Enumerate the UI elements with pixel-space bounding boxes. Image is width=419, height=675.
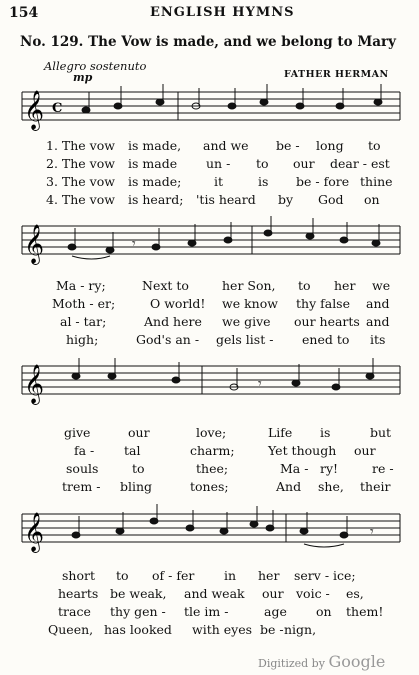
lyric-syllable: our [293, 156, 315, 171]
lyric-syllable: we give [222, 314, 271, 329]
lyric-syllable: souls [66, 461, 99, 476]
dynamic-marking: mp [73, 71, 93, 84]
lyric-syllable: 'tis heard [196, 192, 256, 207]
lyric-syllable: voic - [296, 586, 330, 601]
music-staff-1 [0, 78, 419, 138]
lyric-syllable: on [316, 604, 332, 619]
lyric-syllable: serv - ice; [294, 568, 356, 583]
lyric-syllable: with eyes [192, 622, 253, 637]
lyric-syllable: our [128, 425, 150, 440]
lyric-syllable: she, [318, 479, 344, 494]
lyric-syllable: it [214, 174, 224, 189]
lyric-syllable: has looked [104, 622, 172, 637]
lyric-syllable: of - fer [152, 568, 195, 583]
svg-text:𝄞: 𝄞 [24, 364, 45, 404]
lyric-syllable: short [62, 568, 95, 583]
music-staff-3 [0, 352, 419, 412]
music-staff-4 [0, 500, 419, 560]
lyric-syllable: ry! [320, 461, 339, 476]
lyric-syllable: bling [120, 479, 153, 494]
lyric-syllable: Next to [142, 278, 189, 293]
lyric-syllable: 2. The vow [46, 156, 115, 171]
svg-text:𝄞: 𝄞 [24, 90, 45, 130]
lyric-syllable: ened to [302, 332, 350, 347]
lyric-syllable: trem - [62, 479, 101, 494]
lyric-syllable: high; [66, 332, 99, 347]
lyric-syllable: tones; [190, 479, 229, 494]
verse-block-3 [0, 425, 419, 497]
lyric-syllable: dear - est [330, 156, 390, 171]
lyric-syllable: 3. The vow [46, 174, 115, 189]
lyric-syllable: our [262, 586, 284, 601]
lyric-syllable: Moth - er; [52, 296, 116, 311]
lyric-syllable: to [368, 138, 381, 153]
lyric-syllable: be - [276, 138, 300, 153]
svg-text:𝄞: 𝄞 [24, 512, 45, 552]
music-staff-2 [0, 212, 419, 272]
lyric-syllable: un - [206, 156, 231, 171]
lyric-syllable: al - tar; [60, 314, 107, 329]
lyric-syllable: to [132, 461, 145, 476]
verse-block-4 [0, 568, 419, 640]
lyric-syllable: nign, [284, 622, 317, 637]
lyric-syllable: give [64, 425, 91, 440]
lyric-syllable: Ma - ry; [56, 278, 106, 293]
lyric-syllable: its [370, 332, 386, 347]
lyric-syllable: our [354, 443, 376, 458]
lyric-syllable: gels list - [216, 332, 274, 347]
lyric-syllable: be - fore [296, 174, 350, 189]
composer-credit: FATHER HERMAN [284, 69, 389, 80]
lyric-syllable: es, [346, 586, 364, 601]
lyric-syllable: Yet though [268, 443, 337, 458]
lyric-syllable: her Son, [222, 278, 276, 293]
lyric-syllable: Queen, [48, 622, 94, 637]
lyric-syllable: hearts [58, 586, 99, 601]
lyric-syllable: 1. The vow [46, 138, 115, 153]
lyric-syllable: by [278, 192, 294, 207]
digitization-watermark [258, 652, 385, 671]
lyric-syllable: her [334, 278, 356, 293]
lyric-syllable: re - [372, 461, 394, 476]
lyric-syllable: be weak, [110, 586, 167, 601]
lyric-syllable: her [258, 568, 280, 583]
lyric-syllable: thy gen - [110, 604, 166, 619]
lyric-syllable: O world! [150, 296, 206, 311]
svg-text:𝄾: 𝄾 [258, 376, 262, 392]
lyric-syllable: we [372, 278, 391, 293]
svg-text:C: C [52, 101, 63, 116]
verse-block-2 [0, 278, 419, 350]
lyric-syllable: tle im - [184, 604, 229, 619]
lyric-syllable: age [264, 604, 287, 619]
lyric-syllable: God [318, 192, 344, 207]
lyric-syllable: is heard; [128, 192, 184, 207]
lyric-syllable: tal [124, 443, 141, 458]
lyric-syllable: Life [268, 425, 293, 440]
lyric-syllable: 4. The vow [46, 192, 115, 207]
lyric-syllable: long [316, 138, 344, 153]
tempo-marking: Allegro sostenuto [44, 59, 147, 73]
lyric-syllable: thine [360, 174, 393, 189]
lyric-syllable: thy false [296, 296, 350, 311]
lyric-syllable: is [320, 425, 331, 440]
hymn-title: No. 129. The Vow is made, and we belong to Mary [20, 34, 397, 50]
lyric-syllable: and [366, 296, 390, 311]
lyric-syllable: is [258, 174, 269, 189]
lyric-syllable: fa - [74, 443, 95, 458]
lyric-syllable: thee; [196, 461, 229, 476]
lyric-syllable: And here [144, 314, 202, 329]
watermark-prefix: Digitized by [258, 657, 325, 670]
lyric-syllable: love; [196, 425, 227, 440]
lyric-syllable: in [224, 568, 237, 583]
svg-text:𝄞: 𝄞 [24, 224, 45, 264]
page-number: 154 [9, 5, 39, 21]
svg-text:𝄾: 𝄾 [132, 236, 136, 252]
running-head: ENGLISH HYMNS [150, 5, 295, 20]
lyric-syllable: on [364, 192, 380, 207]
lyric-syllable: but [370, 425, 392, 440]
lyric-syllable: Ma - [280, 461, 309, 476]
watermark-brand: Google [328, 652, 386, 671]
lyric-syllable: is made; [128, 174, 182, 189]
lyric-syllable: our hearts [294, 314, 360, 329]
lyric-syllable: we know [222, 296, 278, 311]
lyric-syllable: be - [260, 622, 284, 637]
lyric-syllable: is made [128, 156, 178, 171]
lyric-syllable: them! [346, 604, 384, 619]
lyric-syllable: and weak [184, 586, 245, 601]
lyric-syllable: their [360, 479, 391, 494]
lyric-syllable: is made, [128, 138, 182, 153]
lyric-syllable: God's an - [136, 332, 200, 347]
lyric-syllable: trace [58, 604, 91, 619]
lyric-syllable: to [298, 278, 311, 293]
lyric-syllable: to [256, 156, 269, 171]
lyric-syllable: to [116, 568, 129, 583]
lyric-syllable: and [366, 314, 390, 329]
svg-text:𝄾: 𝄾 [370, 524, 374, 540]
lyric-syllable: And [276, 479, 302, 494]
lyric-syllable: charm; [190, 443, 235, 458]
verse-block-1 [0, 138, 419, 210]
lyric-syllable: and we [203, 138, 249, 153]
